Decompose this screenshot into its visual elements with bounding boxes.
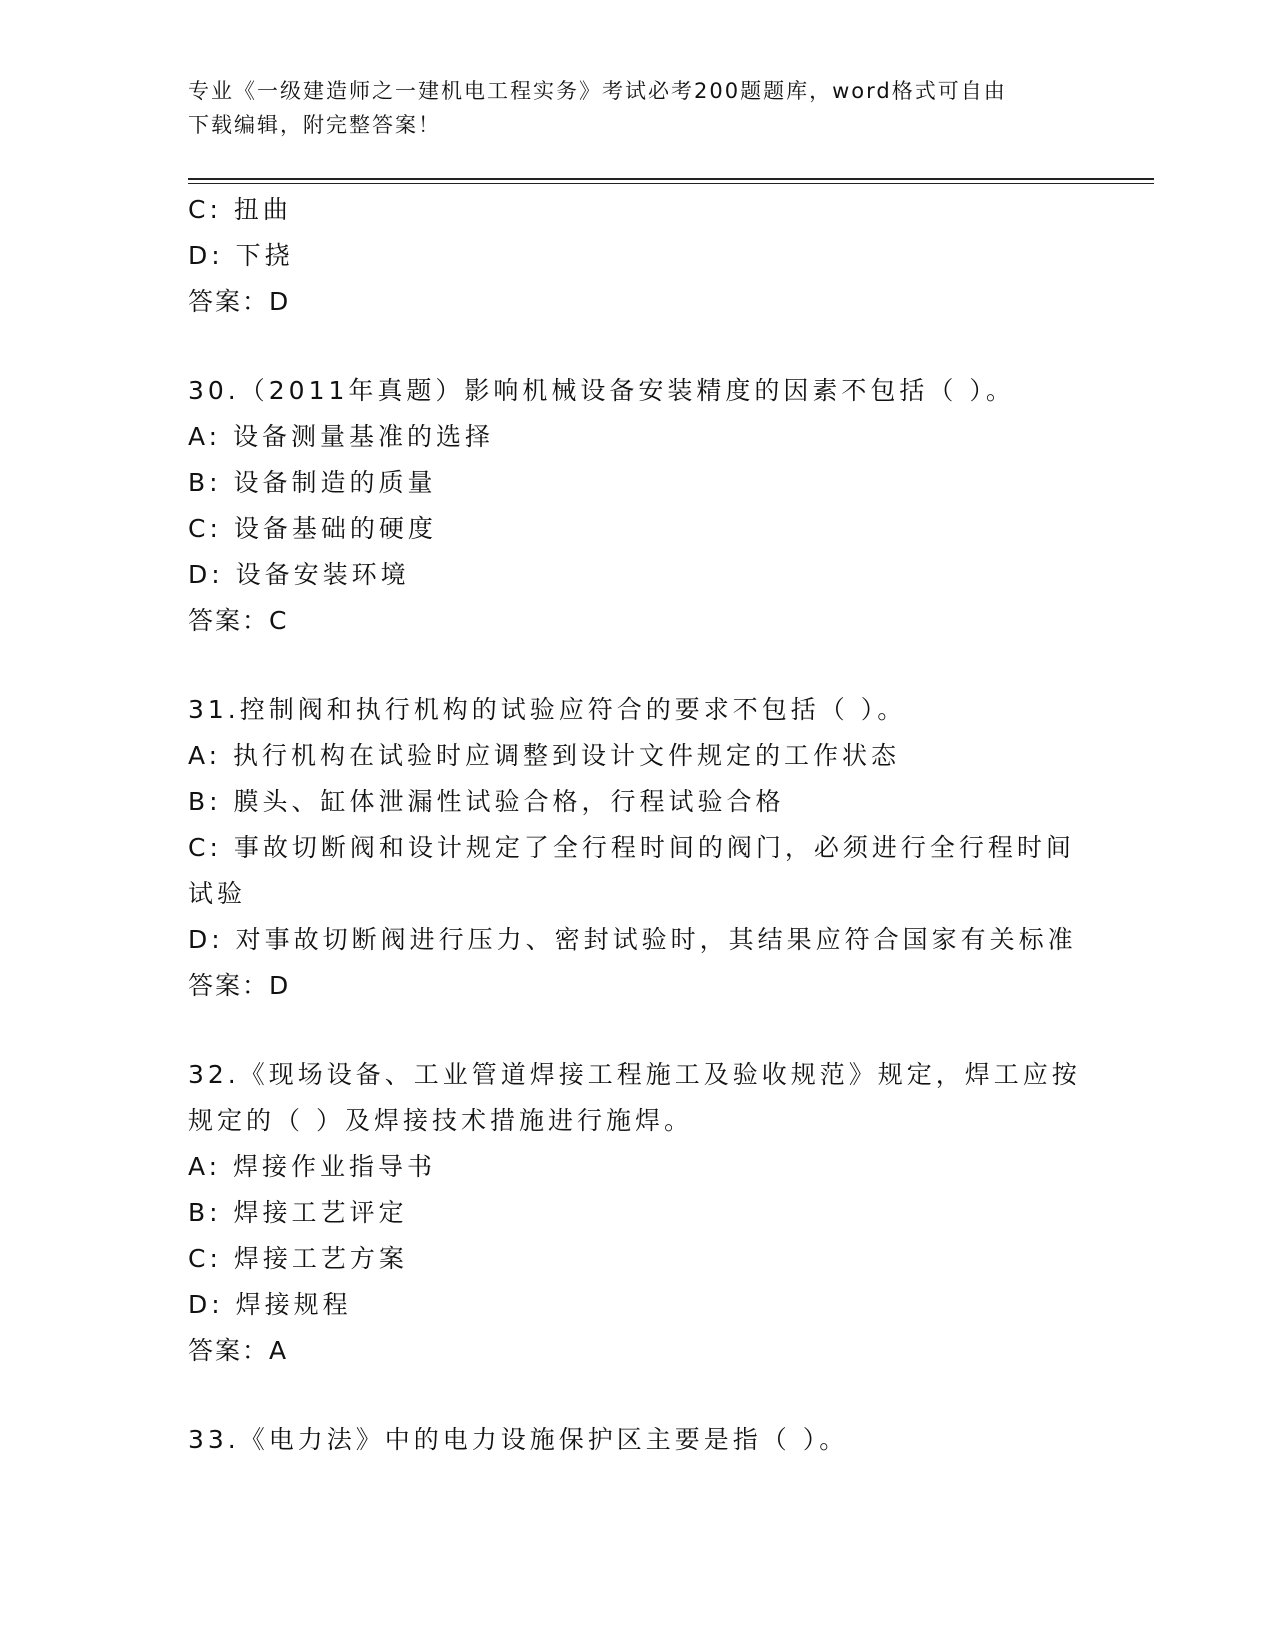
spacer xyxy=(188,1374,1088,1417)
header-line-2: 下载编辑，附完整答案！ xyxy=(188,113,441,137)
header-divider-thick xyxy=(188,178,1154,180)
option-c-continued: 试验 xyxy=(188,879,247,908)
option-b: B: 设备制造的质量 xyxy=(188,468,437,497)
question-text: 30.（2011年真题）影响机械设备安装精度的因素不包括（ ）。 xyxy=(188,376,1015,405)
option-d: D: 对事故切断阀进行压力、密封试验时，其结果应符合国家有关标准 xyxy=(188,925,1077,954)
document-header xyxy=(188,74,1088,142)
option-a: A: 焊接作业指导书 xyxy=(188,1152,437,1181)
spacer xyxy=(188,1009,1088,1052)
option-d: D: 焊接规程 xyxy=(188,1290,352,1319)
question-33 xyxy=(188,1417,1088,1463)
option-c: C: 焊接工艺方案 xyxy=(188,1244,408,1273)
question-32 xyxy=(188,1052,1088,1374)
option-b: B: 焊接工艺评定 xyxy=(188,1198,408,1227)
option-a: A: 执行机构在试验时应调整到设计文件规定的工作状态 xyxy=(188,741,901,770)
header-line-1: 专业《一级建造师之一建机电工程实务》考试必考200题题库，word格式可自由 xyxy=(188,79,1007,103)
option-a: A: 设备测量基准的选择 xyxy=(188,422,495,451)
option-c: C: 扭曲 xyxy=(188,195,292,224)
option-d: D: 下挠 xyxy=(188,241,294,270)
option-c: C: 设备基础的硬度 xyxy=(188,514,437,543)
answer: 答案：D xyxy=(188,287,291,316)
answer: 答案：D xyxy=(188,971,291,1000)
option-b: B: 膜头、缸体泄漏性试验合格，行程试验合格 xyxy=(188,787,785,816)
answer: 答案：A xyxy=(188,1336,289,1365)
spacer xyxy=(188,644,1088,687)
question-31 xyxy=(188,687,1088,1009)
question-text: 31.控制阀和执行机构的试验应符合的要求不包括（ ）。 xyxy=(188,695,907,724)
spacer xyxy=(188,325,1088,368)
question-text-continued: 规定的（ ）及焊接技术措施进行施焊。 xyxy=(188,1106,693,1135)
question-text: 32.《现场设备、工业管道焊接工程施工及验收规范》规定，焊工应按 xyxy=(188,1060,1081,1089)
option-c: C: 事故切断阀和设计规定了全行程时间的阀门，必须进行全行程时间 xyxy=(188,833,1075,862)
question-30 xyxy=(188,368,1088,644)
answer: 答案：C xyxy=(188,606,289,635)
question-text: 33.《电力法》中的电力设施保护区主要是指（ ）。 xyxy=(188,1425,849,1454)
option-d: D: 设备安装环境 xyxy=(188,560,410,589)
carryover-block xyxy=(188,187,1088,325)
question-content xyxy=(188,187,1088,1463)
header-divider-thin xyxy=(188,183,1154,184)
